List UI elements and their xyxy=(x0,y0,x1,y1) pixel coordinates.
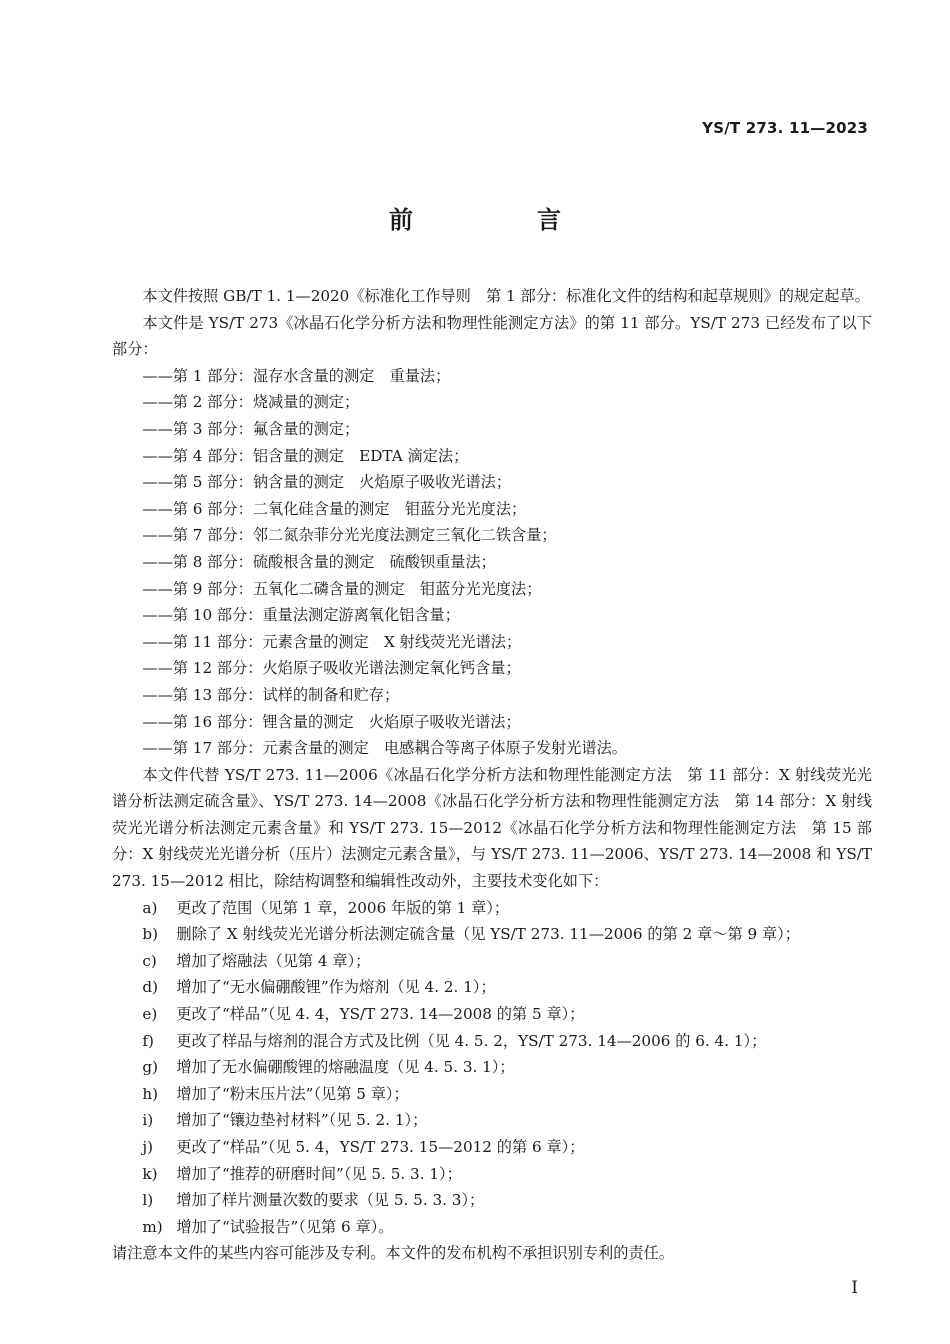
change-item xyxy=(112,1001,872,1028)
change-text: 增加了“推荐的研磨时间”（见 5. 5. 3. 1）； xyxy=(176,1164,462,1183)
change-label: m) xyxy=(142,1217,163,1236)
part-item: ——第 2 部分：烧减量的测定； xyxy=(142,393,360,412)
change-item xyxy=(112,1161,872,1188)
change-item xyxy=(112,948,872,975)
change-text: 更改了“样品”（见 4. 4，YS/T 273. 14—2008 的第 5 章）； xyxy=(176,1005,585,1024)
change-item xyxy=(112,1214,872,1241)
change-label: h) xyxy=(142,1084,159,1103)
page-number: I xyxy=(851,1278,858,1298)
change-text: 增加了“粉末压片法”（见第 5 章）； xyxy=(176,1084,409,1103)
change-label: d) xyxy=(142,978,159,997)
part-item: ——第 13 部分：试样的制备和贮存； xyxy=(142,685,400,704)
change-item xyxy=(112,1134,872,1161)
part-item: ——第 6 部分：二氧化硅含量的测定 钼蓝分光光度法； xyxy=(142,499,527,518)
change-text: 增加了样片测量次数的要求（见 5. 5. 3. 3）； xyxy=(176,1191,485,1210)
change-item xyxy=(112,974,872,1001)
change-text: 增加了“无水偏硼酸锂”作为熔剂（见 4. 2. 1）； xyxy=(176,978,496,997)
part-item: ——第 11 部分：元素含量的测定 X 射线荧光光谱法； xyxy=(142,632,522,651)
part-item: ——第 17 部分：元素含量的测定 电感耦合等离子体原子发射光谱法。 xyxy=(142,739,627,758)
change-item xyxy=(112,1107,872,1134)
part-item: ——第 4 部分：铝含量的测定 EDTA 滴定法； xyxy=(142,446,469,465)
change-item xyxy=(112,1054,872,1081)
foreword-body xyxy=(112,283,872,1267)
changes-list xyxy=(112,895,872,1241)
change-text: 增加了“试验报告”（见第 6 章）。 xyxy=(176,1217,394,1236)
change-item xyxy=(112,1028,872,1055)
paragraph-drafting-rules: 本文件按照 GB/T 1. 1—2020《标准化工作导则 第 1 部分：标准化文件的结构和起草规则》的规定起草。 xyxy=(142,287,870,305)
part-item: ——第 8 部分：硫酸根含量的测定 硫酸钡重量法； xyxy=(142,552,496,571)
part-item: ——第 16 部分：锂含量的测定 火焰原子吸收光谱法； xyxy=(142,712,521,731)
page-title: 前 言 xyxy=(389,206,611,234)
change-label: g) xyxy=(142,1058,159,1077)
change-label: j) xyxy=(142,1138,154,1156)
part-item: ——第 1 部分：湿存水含量的测定 重量法； xyxy=(142,366,451,385)
change-text: 更改了样品与熔剂的混合方式及比例（见 4. 5. 2，YS/T 273. 14—2006 的 6. 4. 1）； xyxy=(176,1031,767,1050)
paragraph-patent-notice: 请注意本文件的某些内容可能涉及专利。本文件的发布机构不承担识别专利的责任。 xyxy=(112,1244,674,1263)
change-label: a) xyxy=(142,898,158,917)
change-item xyxy=(112,895,872,922)
standard-code: YS/T 273. 11—2023 xyxy=(702,119,868,137)
change-text: 增加了熔融法（见第 4 章）； xyxy=(176,951,371,970)
parts-list xyxy=(112,363,872,762)
change-label: i) xyxy=(142,1111,154,1130)
paragraph-replacement: 本文件代替 YS/T 273. 11—2006《冰晶石化学分析方法和物理性能测定方法 第 11 部分：X 射线荧光光谱分析法测定硫含量》、YS/T 273. 14—2008《冰晶石化学分析方法和物理性能测定方法 第 14 部分：X 射线荧光光谱分析法测定元素含量》和 YS/T 273. 15—2012《冰晶石化学分析方法和物理性能测定方法 第 15 部分：X 射线荧光光谱分析（压片）法测定元素含量》，与 YS/T 273. 11—2006、YS/T 273. 14—2008 和 YS/T 273. 15—2012 相比，除结构调整和编辑性改动外，主要技术变化如下： xyxy=(112,765,872,891)
change-label: k) xyxy=(142,1164,158,1183)
part-item: ——第 7 部分：邻二氮杂菲分光光度法测定三氧化二铁含量； xyxy=(142,526,557,545)
change-item xyxy=(112,1081,872,1108)
change-text: 更改了“样品”（见 5. 4，YS/T 273. 15—2012 的第 6 章）； xyxy=(176,1138,585,1156)
change-label: c) xyxy=(142,951,157,970)
paragraph-series-intro: 本文件是 YS/T 273《冰晶石化学分析方法和物理性能测定方法》的第 11 部分。YS/T 273 已经发布了以下部分： xyxy=(112,313,872,359)
change-text: 删除了 X 射线荧光光谱分析法测定硫含量（见 YS/T 273. 11—2006 的第 2 章～第 9 章）； xyxy=(176,925,800,944)
change-label: l) xyxy=(142,1191,154,1210)
change-label: b) xyxy=(142,925,159,944)
change-label: f) xyxy=(142,1031,154,1050)
change-text: 更改了范围（见第 1 章，2006 年版的第 1 章）； xyxy=(176,898,510,917)
change-item xyxy=(112,1187,872,1214)
change-label: e) xyxy=(142,1005,158,1024)
part-item: ——第 9 部分：五氧化二磷含量的测定 钼蓝分光光度法； xyxy=(142,579,542,598)
change-text: 增加了无水偏硼酸锂的熔融温度（见 4. 5. 3. 1）； xyxy=(176,1058,515,1077)
part-item: ——第 10 部分：重量法测定游离氧化铝含量； xyxy=(142,606,460,625)
part-item: ——第 12 部分：火焰原子吸收光谱法测定氧化钙含量； xyxy=(142,659,521,678)
part-item: ——第 3 部分：氟含量的测定； xyxy=(142,419,360,438)
part-item: ——第 5 部分：钠含量的测定 火焰原子吸收光谱法； xyxy=(142,473,512,492)
change-text: 增加了“镶边垫衬材料”（见 5. 2. 1）； xyxy=(176,1111,428,1130)
change-item xyxy=(112,921,872,948)
